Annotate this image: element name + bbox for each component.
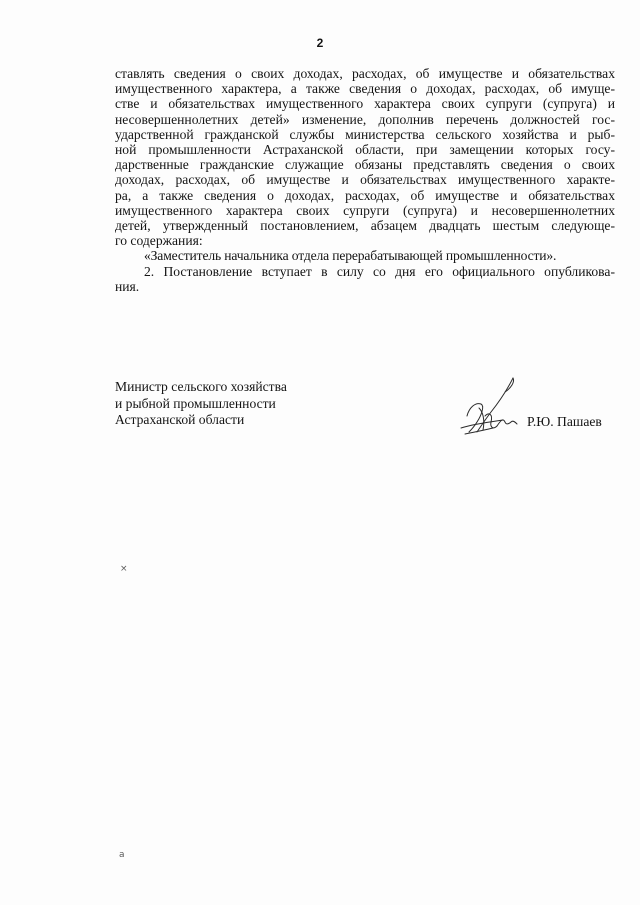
item-2-line: ния.: [115, 278, 140, 294]
item-2-line: 2. Постановление вступает в силу со дня его официального опубликова-: [144, 263, 615, 279]
paragraph-line: детей, утвержденный постановлением, абзацем двадцать шестым следующе-: [115, 218, 615, 234]
handwritten-signature: [455, 372, 535, 442]
scan-speck: a: [119, 850, 125, 860]
paragraph-line: доходах, расходах, об имуществе и обязательствах имущественного характе-: [115, 172, 615, 188]
paragraph-line: ставлять сведения о своих доходах, расходах, об имуществе и обязательствах: [115, 66, 615, 81]
paragraph-line: дарственные гражданские служащие обязаны представлять сведения о своих: [115, 157, 615, 173]
paragraph-line: несовершеннолетних детей» изменение, дополнив перечень должностей гос-: [115, 111, 615, 127]
quote-line: «Заместитель начальника отдела перерабатывающей промышленности».: [144, 248, 557, 264]
paragraph-line: имущественного характера своих супруги (супруга) и несовершеннолетних: [115, 202, 615, 218]
scan-speck: ×: [120, 564, 128, 574]
paragraph-line: ра, а также сведения о доходах, расходах, об имуществе и обязательствах: [115, 187, 615, 203]
signatory-title-line: Астраханской области: [115, 412, 245, 427]
paragraph-line: го содержания:: [115, 233, 203, 249]
paragraph-line: ударственной гражданской службы министерства сельского хозяйства и рыб-: [115, 126, 615, 142]
paragraph-line: имущественного характера, а также сведения о доходах, расходах, об имуще-: [115, 81, 615, 97]
signer-name: Р.Ю. Пашаев: [527, 414, 602, 429]
page-number: 2: [316, 36, 324, 50]
body-text: [115, 66, 615, 294]
signatory-title: [115, 379, 287, 429]
paragraph-line: стве и обязательствах имущественного характера своих супруги (супруга) и: [115, 96, 615, 112]
signatory-title-line: и рыбной промышленности: [115, 395, 276, 411]
signatory-title-line: Министр сельского хозяйства: [115, 379, 287, 394]
paragraph-line: ной промышленности Астраханской области, при замещении которых госу-: [115, 142, 615, 158]
